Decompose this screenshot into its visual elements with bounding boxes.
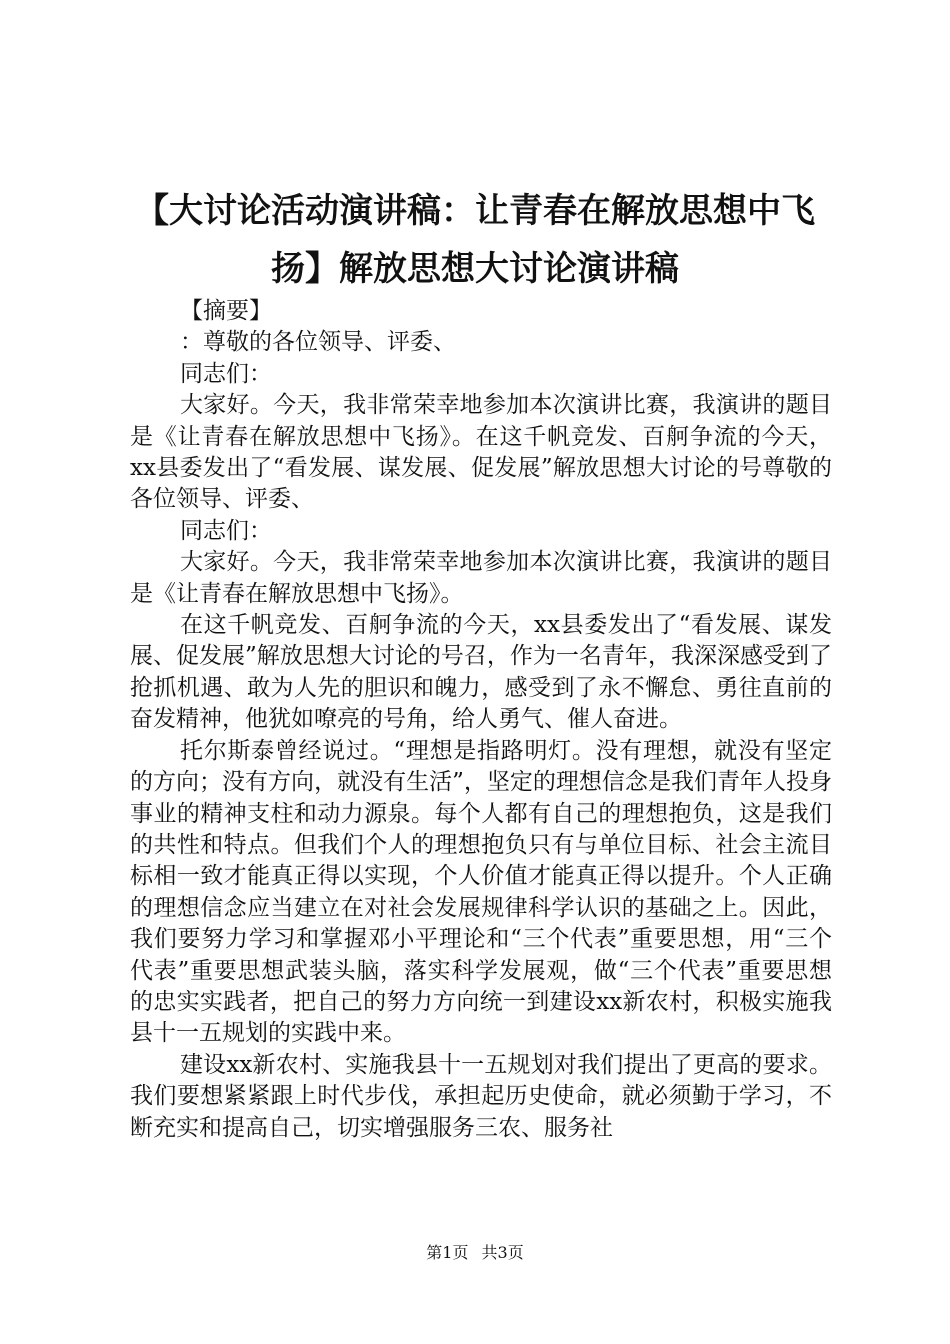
page-total: 共3页 — [481, 1243, 524, 1262]
paragraph: ：尊敬的各位领导、评委、 — [180, 329, 456, 356]
document-body — [130, 296, 832, 1144]
page-number: 第1页 — [426, 1243, 469, 1262]
paragraph: 建设xx新农村、实施我县十一五规划对我们提出了更高的要求。我们要想紧紧跟上时代步伐，承担起历史使命，就必须勤于学习，不断充实和提高自己，切实增强服务三农、服务社 — [130, 1051, 832, 1141]
paragraph: 在这千帆竞发、百舸争流的今天，xx县委发出了“看发展、谋发展、促发展”解放思想大讨论的号召，作为一名青年，我深深感受到了抢抓机遇、敢为人先的胆识和魄力，感受到了永不懈怠、勇往直前的奋发精神，他犹如嘹亮的号角，给人勇气、催人奋进。 — [130, 612, 832, 733]
page-footer — [0, 1240, 950, 1263]
paragraph: 同志们： — [180, 517, 272, 544]
paragraph: 托尔斯泰曾经说过。“理想是指路明灯。没有理想，就没有坚定的方向；没有方向，就没有生活”，坚定的理想信念是我们青年人投身事业的精神支柱和动力源泉。每个人都有自己的理想抱负，这是我们的共性和特点。但我们个人的理想抱负只有与单位目标、社会主流目标相一致才能真正得以实现，个人价值才能真正得以提升。个人正确的理想信念应当建立在对社会发展规律科学认识的基础之上。因此，我们要努力学习和掌握邓小平理论和“三个代表”重要思想，用“三个代表”重要思想武装头脑，落实科学发展观，做“三个代表”重要思想的忠实实践者，把自己的努力方向统一到建设xx新农村，积极实施我县十一五规划的实践中来。 — [130, 737, 832, 1047]
paragraph: 同志们： — [180, 360, 272, 387]
paragraph: 大家好。今天，我非常荣幸地参加本次演讲比赛，我演讲的题目是《让青春在解放思想中飞扬》。 — [130, 549, 832, 607]
paragraph: 大家好。今天，我非常荣幸地参加本次演讲比赛，我演讲的题目是《让青春在解放思想中飞扬》。在这千帆竞发、百舸争流的今天，xx县委发出了“看发展、谋发展、促发展”解放思想大讨论的号尊敬的各位领导、评委、 — [130, 392, 832, 513]
document-title: 【大讨论活动演讲稿：让青春在解放思想中飞扬】解放思想大讨论演讲稿 — [135, 191, 815, 289]
paragraph: 【摘要】 — [180, 298, 272, 324]
